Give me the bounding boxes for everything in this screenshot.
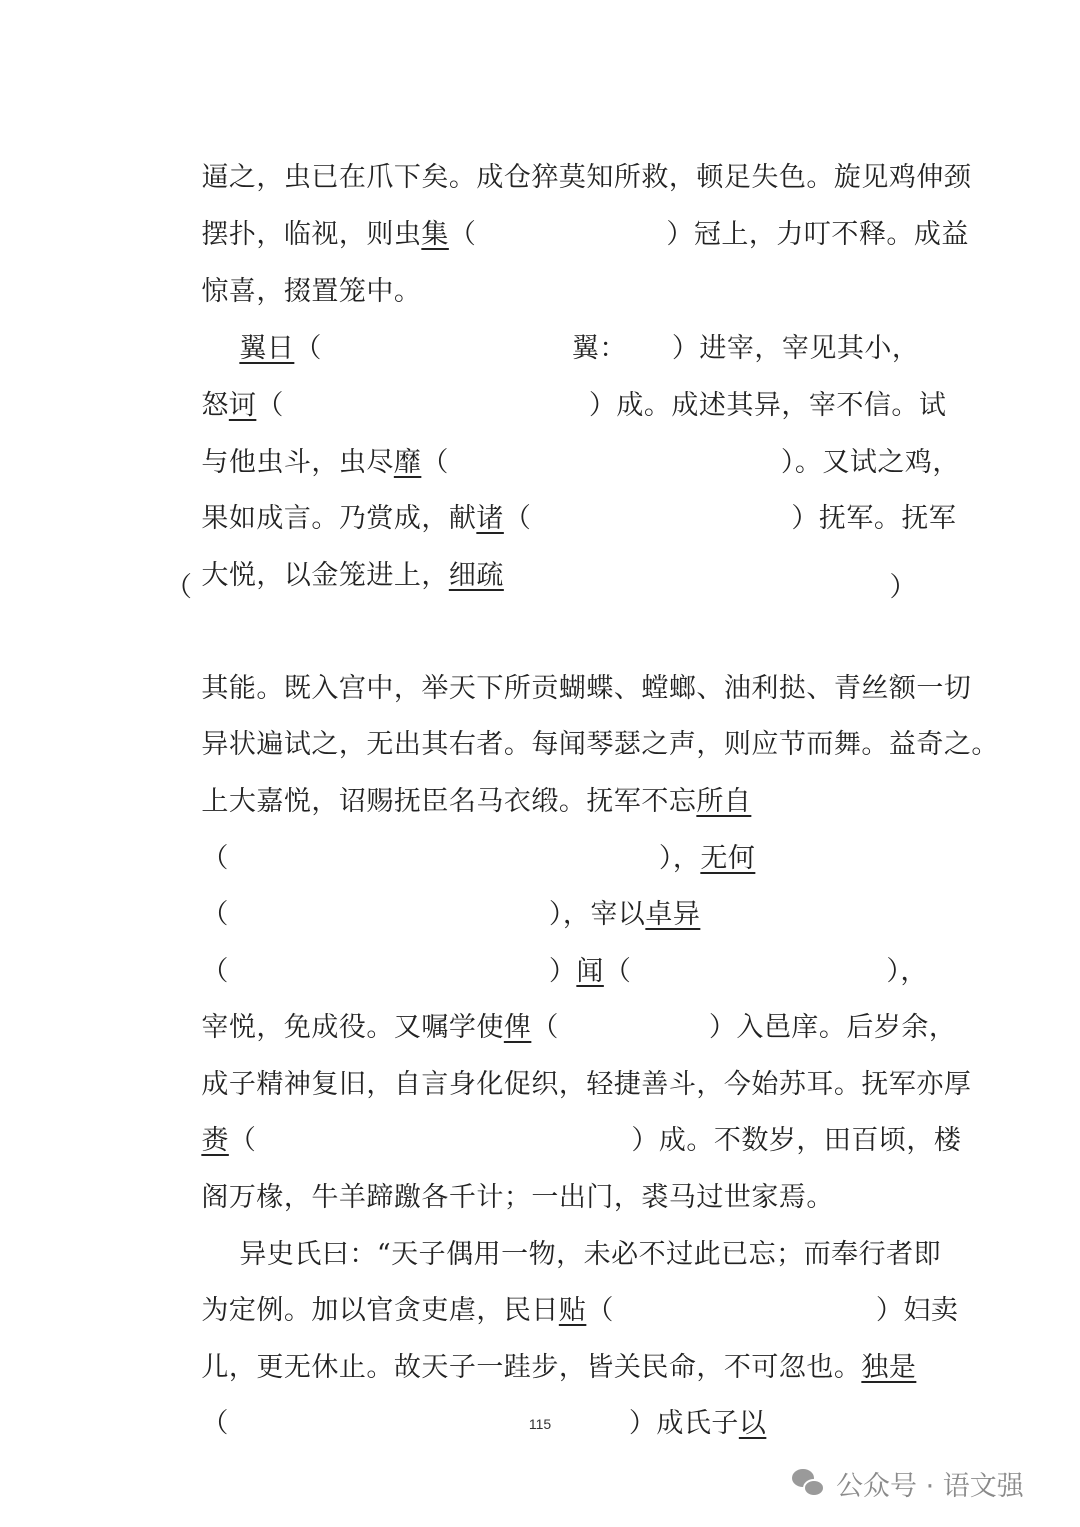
underlined-term: 所自 xyxy=(696,786,752,817)
open-paren: （ xyxy=(165,572,193,603)
open-paren: （ xyxy=(531,1012,559,1043)
text-run: ）， xyxy=(886,956,928,987)
text-line xyxy=(165,1019,972,1100)
watermark xyxy=(792,1458,1024,1508)
text-run: ），宰以 xyxy=(548,899,646,930)
text-run: 儿，更无休止。故天子一跬步，皆关民命，不可忽也。 xyxy=(201,1352,862,1383)
text-run: 翼： xyxy=(571,333,627,364)
text-line xyxy=(165,849,917,930)
text-line xyxy=(165,736,917,817)
open-paren: （ xyxy=(294,333,322,364)
text-run: 惊喜，掇置笼中。 xyxy=(201,276,422,307)
text-run: 怒 xyxy=(201,390,229,421)
text-line xyxy=(165,1302,917,1383)
underlined-term: 俾 xyxy=(503,1012,532,1043)
text-line xyxy=(165,1075,962,1156)
open-paren: （ xyxy=(421,447,449,478)
text-run: 果如成言。乃赏成，献 xyxy=(201,503,477,534)
text-line xyxy=(165,226,917,307)
text-run: ）冠上，力叮不释。成益 xyxy=(666,219,969,250)
text-run: 阁万椽，牛羊蹄躈各千计；一出门，裘马过世家焉。 xyxy=(201,1182,834,1213)
text-line xyxy=(165,169,969,250)
open-paren: （ xyxy=(201,843,229,874)
text-line xyxy=(165,510,917,591)
underlined-term: 独是 xyxy=(861,1352,917,1383)
underlined-term: 集 xyxy=(421,219,449,250)
text-line xyxy=(165,962,957,1043)
text-run: ）抚军。抚军 xyxy=(791,503,957,534)
open-paren: （ xyxy=(603,956,632,987)
text-run: 上大嘉悦，诏赐抚臣名马衣缎。抚军不忘 xyxy=(201,786,697,817)
underlined-term: 靡 xyxy=(393,447,422,478)
open-paren: （ xyxy=(586,1295,614,1326)
text-line xyxy=(165,906,928,987)
text-run: ）成。成述其异，宰不信。试 xyxy=(588,390,947,421)
text-run: 宰悦，免成役。又嘱学使 xyxy=(201,1012,504,1043)
open-paren: （ xyxy=(256,390,284,421)
open-paren: （ xyxy=(228,1125,257,1156)
open-paren: （ xyxy=(201,1408,229,1439)
text-line xyxy=(165,1245,959,1326)
underlined-term: 翼日 xyxy=(239,333,295,364)
text-run: 异史氏曰：“天子偶用一物，未必不过此已忘；而奉行者即 xyxy=(239,1239,942,1270)
text-run: ）入邑庠。后岁余， xyxy=(708,1012,957,1043)
open-paren: （ xyxy=(201,956,229,987)
text-run: 其能。既入宫中，举天下所贡蝴蝶、螳螂、油利挞、青丝额一切 xyxy=(201,673,972,704)
text-line xyxy=(165,453,957,534)
text-run: 逼之，虫已在爪下矣。成仓猝莫知所救，顿足失色。旋见鸡伸颈 xyxy=(201,162,972,193)
text-line xyxy=(165,112,972,193)
text-line xyxy=(165,679,999,760)
text-run: 为定例。加以官贪吏虐，民日 xyxy=(201,1295,559,1326)
underlined-term: 卓异 xyxy=(645,899,701,930)
page-number: 115 xyxy=(528,1416,552,1432)
text-line xyxy=(165,397,960,478)
text-run: 大悦，以金笼进上， xyxy=(201,560,449,591)
underlined-term: 诃 xyxy=(228,390,257,421)
text-line xyxy=(165,566,917,610)
text-run: ）妇卖 xyxy=(875,1295,959,1326)
text-run: 摆扑，临视，则虫 xyxy=(201,219,422,250)
text-line xyxy=(203,283,920,364)
text-run: 与他虫斗，虫尽 xyxy=(201,447,394,478)
underlined-term: 细疏 xyxy=(448,560,504,591)
text-line xyxy=(165,793,917,874)
text-run: ）成。不数岁，田百顷，楼 xyxy=(631,1125,962,1156)
text-run: ）。又试之鸡， xyxy=(780,447,960,478)
open-paren: （ xyxy=(201,899,229,930)
close-paren: ） xyxy=(889,572,917,603)
open-paren: （ xyxy=(503,503,532,534)
text-line xyxy=(165,340,947,421)
close-paren: ） xyxy=(548,956,577,987)
open-paren: （ xyxy=(448,219,477,250)
underlined-term: 贴 xyxy=(558,1295,587,1326)
underlined-term: 无何 xyxy=(700,843,756,874)
underlined-term: 赉 xyxy=(201,1125,229,1156)
text-line xyxy=(165,623,972,704)
text-run: ）， xyxy=(658,843,701,874)
underlined-term: 以 xyxy=(738,1408,767,1439)
text-line xyxy=(165,1132,917,1213)
text-line xyxy=(203,1189,942,1270)
text-run: 成子精神复旧，自言身化促织，轻捷善斗，今始苏耳。抚军亦厚 xyxy=(201,1069,972,1100)
text-run: ）成氏子 xyxy=(628,1408,739,1439)
underlined-term: 诸 xyxy=(476,503,504,534)
text-run: 异状遍试之，无出其右者。每闻琴瑟之声，则应节而舞。益奇之。 xyxy=(201,729,999,760)
wechat-icon xyxy=(792,1468,826,1498)
watermark-text: 公众号 · 语文强 xyxy=(836,1470,1024,1502)
underlined-term: 闻 xyxy=(576,956,604,987)
text-run: ）进宰，宰见其小， xyxy=(671,333,920,364)
